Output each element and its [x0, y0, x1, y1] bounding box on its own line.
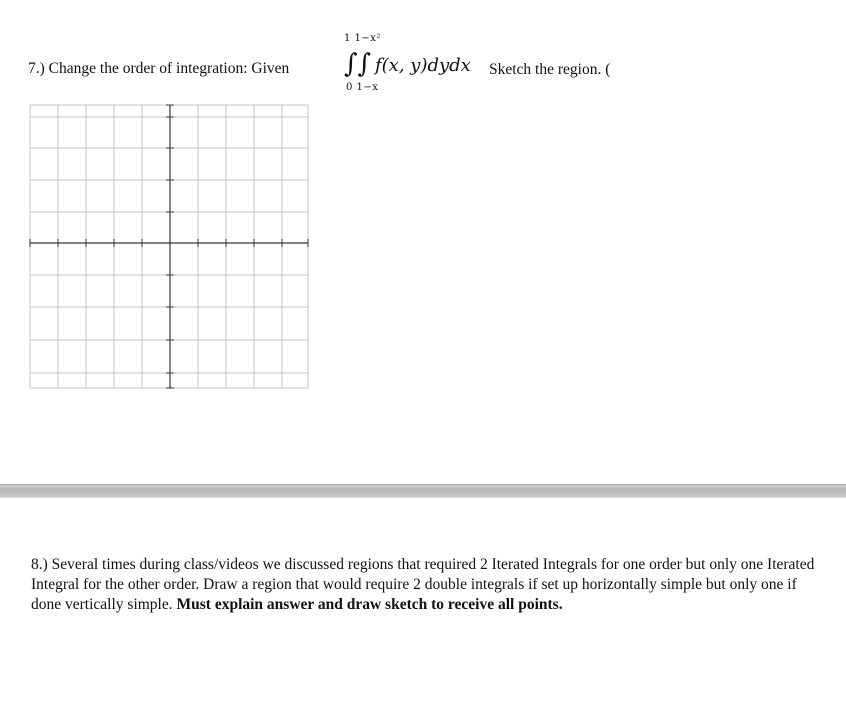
axes: [30, 105, 308, 388]
sketch-instruction: Sketch the region. (: [489, 61, 611, 78]
question-8-text: 8.) Several times during class/videos we discussed regions that required 2 Iterated Integrals for one order but only one Iterated Integral for the other order. Draw a region that would require 2 double integrals if set up horizontally simple but only one if done vertically simple.: [31, 556, 815, 613]
double-integral-signs: ∫∫: [344, 49, 372, 79]
integral-upper-limits: 1 1−x²: [344, 33, 381, 44]
question-8-emphasis: Must explain answer and draw sketch to receive all points.: [176, 596, 563, 613]
question-7-prompt: 7.) Change the order of integration: Given: [28, 60, 290, 77]
integral-lower-limits: 0 1−x: [346, 82, 379, 93]
question-8: [31, 555, 821, 615]
grid-lines: [30, 105, 308, 388]
section-divider: [0, 484, 846, 498]
integrand: f(x, y)dydx: [375, 55, 471, 76]
